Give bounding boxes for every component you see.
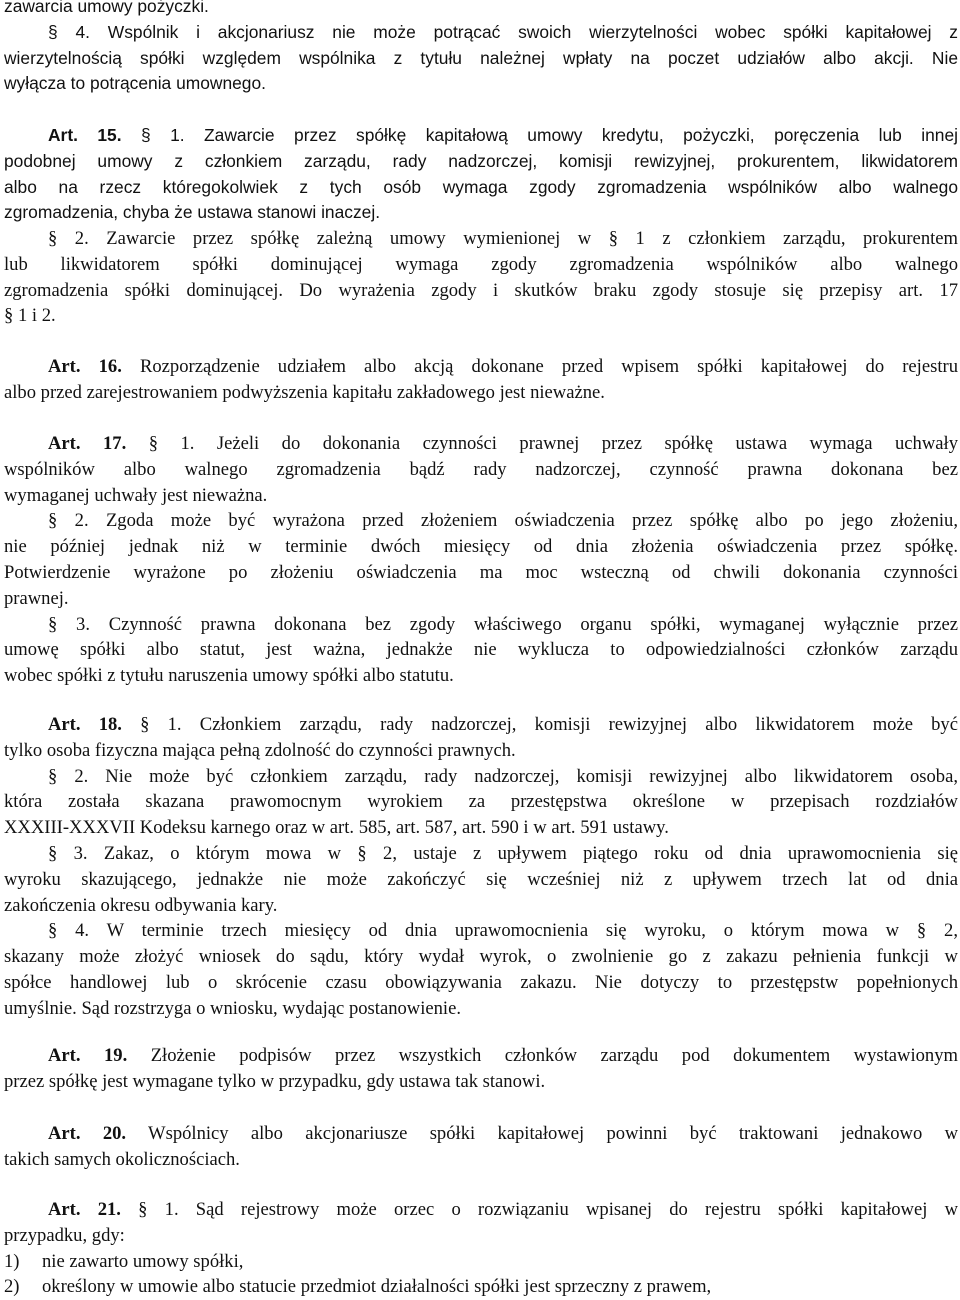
text-line: § 2. Zgoda może być wyrażona przed złożeniem oświadczenia przez spółkę albo po jego złożeniu,: [48, 510, 958, 532]
list-item: [4, 1249, 958, 1275]
text-line: § 2. Zawarcie przez spółkę zależną umowy wymienionej w § 1 z członkiem zarządu, prokurentem: [48, 228, 958, 249]
list-item-text: określony w umowie albo statucie przedmiot działalności spółki jest sprzeczny z prawem,: [42, 1276, 712, 1298]
text-line: umowę spółki albo statut, jest ważna, jednakże nie wyklucza to odpowiedzialności członków zarządu: [4, 639, 958, 661]
article-20: [4, 1121, 958, 1173]
article-heading: Art. 21.: [48, 1199, 121, 1220]
text-run: § 1. Zawarcie przez spółkę kapitałową umowy kredytu, pożyczki, poręczenia lub innej: [141, 125, 958, 145]
text-line: [4, 123, 958, 149]
text-line: takich samych okolicznościach.: [4, 1148, 240, 1170]
article-18: [4, 712, 958, 1022]
text-line: zgromadzenia, chyba że ustawa stanowi inaczej.: [4, 202, 381, 223]
text-line: albo przed zarejestrowaniem podwyższenia kapitału zakładowego jest nieważne.: [4, 381, 605, 403]
text-run: § 1. Sąd rejestrowy może orzec o rozwiązaniu wpisanej do rejestru spółki kapitałowej w: [138, 1199, 959, 1220]
text-line: która została skazana prawomocnym wyrokiem za przestępstwa określone w przepisach rozdziałów: [4, 791, 958, 813]
text-line: prawnej.: [4, 587, 69, 609]
text-run: Złożenie podpisów przez wszystkich członków zarządu pod dokumentem wystawionym: [150, 1045, 958, 1066]
text-line: [4, 712, 958, 738]
text-line: zawarcia umowy pożyczki.: [4, 0, 209, 16]
list-item: [4, 1274, 958, 1300]
article-21: [4, 1197, 958, 1300]
text-line: § 4. W terminie trzech miesięcy od dnia uprawomocnienia się wyroku, o którym mowa w § 2,: [48, 920, 958, 942]
text-line: umyślnie. Sąd rozstrzyga o wniosku, wydając postanowienie.: [4, 997, 461, 1019]
article-15-paragraph-2: [4, 226, 958, 329]
article-16: [4, 354, 958, 406]
article-17: [4, 431, 958, 689]
text-line: podobnej umowy z członkiem zarządu, rady nadzorczej, komisji rewizyjnej, prokurentem, likwidatorem: [4, 150, 958, 171]
article-heading: Art. 19.: [48, 1045, 128, 1066]
list-number: 2): [4, 1276, 20, 1298]
article-15: [4, 123, 958, 226]
paragraph-continuation: [4, 0, 958, 97]
text-line: tylko osoba fizyczna mająca pełną zdolność do czynności prawnych.: [4, 739, 516, 761]
text-line: § 3. Czynność prawna dokonana bez zgody właściwego organu spółki, wymaganej wyłącznie przez: [48, 613, 958, 635]
text-line: wymaganej uchwały jest nieważna.: [4, 484, 268, 506]
text-line: § 3. Zakaz, o którym mowa w § 2, ustaje z upływem piątego roku od dnia uprawomocnienia się: [48, 842, 958, 864]
text-line: wierzytelnością spółki względem wspólnika z tytułu należnej wpłaty na poczet udziałów albo akcji. Nie: [4, 47, 958, 68]
article-heading: Art. 17.: [48, 433, 127, 454]
text-run: Rozporządzenie udziałem albo akcją dokonane przed wpisem spółki kapitałowej do rejestru: [139, 356, 958, 377]
article-heading: Art. 15.: [48, 125, 122, 145]
text-line: albo na rzecz któregokolwiek z tych osób wymaga zgody zgromadzenia wspólników albo walnego: [4, 176, 958, 197]
text-line: § 2. Nie może być członkiem zarządu, rady nadzorczej, komisji rewizyjnej albo likwidatorem osoba,: [48, 765, 958, 787]
text-line: przypadku, gdy:: [4, 1224, 125, 1246]
text-line: wyroku skazującego, jednakże nie może zakończyć się wcześniej niż z upływem trzech lat od dnia: [4, 868, 958, 890]
text-line: lub likwidatorem spółki dominującej wymaga zgody zgromadzenia wspólników albo walnego: [4, 253, 958, 275]
text-line: przez spółkę jest wymagane tylko w przypadku, gdy ustawa tak stanowi.: [4, 1070, 546, 1092]
text-line: skazany może złożyć wniosek do sądu, który wydał wyrok, o zwolnienie go z zakazu pełnienia funkcji w: [4, 946, 958, 968]
text-run: § 1. Członkiem zarządu, rady nadzorczej, komisji rewizyjnej albo likwidatorem może być: [140, 714, 958, 735]
text-line: [4, 1121, 958, 1147]
text-line: spółce handlowej lub o skrócenie czasu obowiązywania zakazu. Nie dotyczy to przestępstw popełnionych: [4, 971, 958, 993]
article-heading: Art. 20.: [48, 1123, 127, 1144]
text-line: § 1 i 2.: [4, 305, 56, 327]
article-heading: Art. 16.: [48, 356, 122, 377]
text-line: Potwierdzenie wyrażone po złożeniu oświadczenia ma moc wsteczną od chwili dokonania czynności: [4, 561, 958, 583]
list-item-text: nie zawarto umowy spółki,: [42, 1250, 244, 1272]
text-run: Wspólnicy albo akcjonariusze spółki kapitałowej powinni być traktowani jednakowo w: [148, 1123, 958, 1144]
article-heading: Art. 18.: [48, 714, 122, 735]
text-line: § 4. Wspólnik i akcjonariusz nie może potrącać swoich wierzytelności wobec spółki kapitałowej z: [48, 21, 958, 42]
text-line: wyłącza to potrącenia umownego.: [4, 73, 266, 94]
text-line: [4, 431, 958, 457]
text-line: nie później jednak niż w terminie dwóch miesięcy od dnia złożenia oświadczenia przez spółkę.: [4, 536, 958, 558]
text-line: XXXIII-XXXVII Kodeksu karnego oraz w art. 585, art. 587, art. 590 i w art. 591 ustawy.: [4, 817, 669, 839]
text-run: § 1. Jeżeli do dokonania czynności prawnej przez spółkę ustawa wymaga uchwały: [148, 433, 958, 454]
text-line: zakończenia okresu odbywania kary.: [4, 894, 278, 916]
text-line: [4, 1043, 958, 1069]
list-number: 1): [4, 1250, 20, 1272]
text-line: zgromadzenia spółki dominującej. Do wyrażenia zgody i skutków braku zgody stosuje się przepisy art. 17: [4, 279, 958, 301]
text-line: wobec spółki z tytułu naruszenia umowy spółki albo statutu.: [4, 665, 454, 687]
text-line: wspólników albo walnego zgromadzenia bądź rady nadzorczej, czynność prawna dokonana bez: [4, 458, 958, 480]
text-line: [4, 354, 958, 380]
text-line: [4, 1197, 958, 1223]
article-19: [4, 1043, 958, 1095]
